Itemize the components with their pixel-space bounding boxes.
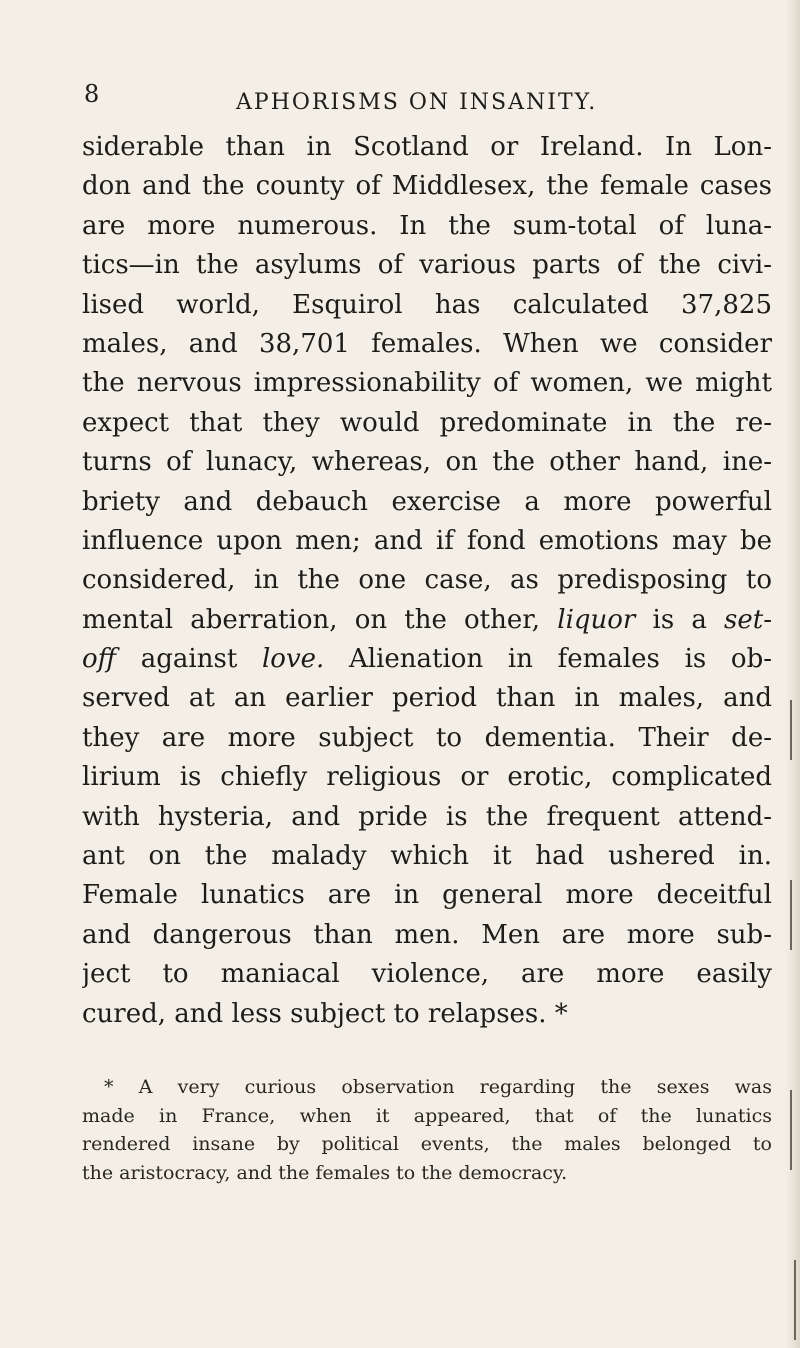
- body-line: the nervous impressionability of women, we might: [82, 368, 772, 399]
- body-line: siderable than in Scotland or Ireland. In Lon-: [82, 132, 772, 162]
- body-line: Female lunatics are in general more deceitful: [82, 880, 772, 911]
- italic-word-liquor: liquor: [557, 604, 636, 635]
- page-number: 8: [84, 80, 100, 108]
- footnote-line: * A very curious observation regarding the sexes was: [104, 1076, 772, 1098]
- body-line: considered, in the one case, as predisposing to: [82, 565, 772, 596]
- body-line: turns of lunacy, whereas, on the other hand, ine-: [82, 447, 772, 478]
- running-title: APHORISMS ON INSANITY.: [236, 90, 598, 115]
- page-edge-shadow: [786, 0, 800, 1348]
- footnote-line: the aristocracy, and the females to the democracy.: [82, 1161, 568, 1184]
- body-paragraph: [82, 128, 772, 1034]
- page-edge-mark: [790, 700, 792, 760]
- text-run: mental aberration, on the other,: [82, 604, 541, 635]
- body-line: lised world, Esquirol has calculated 37,825: [82, 289, 772, 320]
- text-run: against: [140, 644, 238, 675]
- body-line: tics—in the asylums of various parts of the civi-: [82, 250, 772, 281]
- body-line-mixed: [82, 601, 772, 640]
- body-line: briety and debauch exercise a more powerful: [82, 486, 772, 517]
- text-run: Alienation in females is ob-: [349, 644, 772, 675]
- body-line-mixed: [82, 640, 772, 679]
- body-line: expect that they would predominate in the re-: [82, 407, 772, 438]
- body-line: don and the county of Middlesex, the female cases: [82, 171, 772, 202]
- body-line: ject to maniacal violence, are more easily: [82, 959, 772, 990]
- body-line: with hysteria, and pride is the frequent attend-: [82, 801, 772, 832]
- page-edge-mark: [790, 880, 792, 950]
- footnote-line: made in France, when it appeared, that of the lunatics: [82, 1104, 772, 1127]
- body-line: cured, and less subject to relapses. *: [82, 998, 568, 1029]
- italic-word-love: love.: [261, 644, 325, 675]
- italic-word-off: off: [82, 644, 117, 675]
- body-line: are more numerous. In the sum-total of luna-: [82, 210, 772, 241]
- footnote-line: rendered insane by political events, the males belonged to: [82, 1133, 772, 1155]
- body-line: influence upon men; and if fond emotions may be: [82, 525, 772, 556]
- body-line: and dangerous than men. Men are more sub-: [82, 919, 772, 950]
- body-line: males, and 38,701 females. When we consider: [82, 328, 772, 359]
- body-line: lirium is chiefly religious or erotic, complicated: [82, 762, 772, 793]
- italic-word-set: set-: [724, 604, 772, 635]
- body-line: served at an earlier period than in males, and: [82, 683, 772, 714]
- page-edge-mark: [790, 1090, 792, 1170]
- body-line: they are more subject to dementia. Their de-: [82, 722, 772, 753]
- body-line: ant on the malady which it had ushered in.: [82, 841, 772, 872]
- text-run: is a: [652, 604, 707, 635]
- footnote: [82, 1073, 772, 1187]
- page-edge-mark: [794, 1260, 796, 1340]
